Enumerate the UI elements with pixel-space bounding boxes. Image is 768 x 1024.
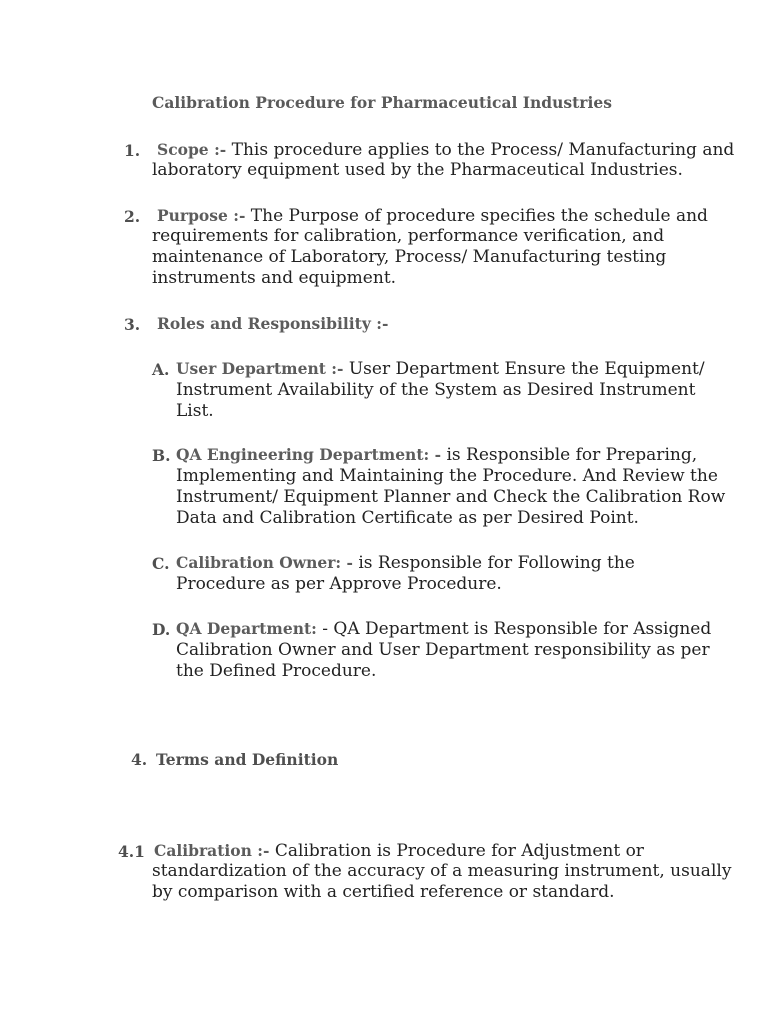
section-4-1-line-2: standardization of the accuracy of a measuring instrument, usually — [152, 861, 732, 881]
role-b-letter: B. — [152, 446, 171, 465]
section-1-line-2: laboratory equipment used by the Pharmaceutical Industries. — [152, 160, 683, 180]
role-c — [176, 552, 635, 595]
section-2-line-3: maintenance of Laboratory, Process/ Manufacturing testing — [152, 247, 667, 267]
role-a-line-2: Instrument Availability of the System as Desired Instrument — [176, 380, 696, 400]
role-c-line-2: Procedure as per Approve Procedure. — [176, 574, 502, 594]
role-d-line-2: Calibration Owner and User Department responsibility as per — [176, 640, 710, 660]
section-4-1-label: Calibration :- — [154, 841, 270, 860]
section-4-1-line-3: by comparison with a certified reference or standard. — [152, 882, 615, 902]
role-a-line-1: User Department Ensure the Equipment/ — [343, 359, 705, 379]
role-d — [176, 618, 711, 682]
section-4-label: Terms and Definition — [156, 750, 339, 769]
role-c-line-1: is Responsible for Following the — [352, 553, 635, 573]
role-b — [176, 444, 725, 529]
section-4-number: 4. — [131, 750, 148, 769]
section-2-line-2: requirements for calibration, performance verification, and — [152, 226, 665, 246]
role-c-label: Calibration Owner: - — [176, 553, 353, 572]
role-a-line-3: List. — [176, 401, 214, 421]
role-a-letter: A. — [152, 360, 170, 379]
role-b-line-4: Data and Calibration Certificate as per Desired Point. — [176, 508, 639, 528]
section-1-label: Scope :- — [157, 140, 227, 159]
section-1-scope — [157, 139, 734, 161]
role-b-line-3: Instrument/ Equipment Planner and Check the Calibration Row — [176, 487, 726, 507]
section-2-line-4: instruments and equipment. — [152, 268, 397, 288]
section-3-roles — [157, 313, 388, 335]
role-b-line-1: is Responsible for Preparing, — [441, 445, 698, 465]
section-1-line-1: This procedure applies to the Process/ Manufacturing and — [226, 140, 735, 160]
section-1-continued — [152, 160, 683, 181]
section-1-number: 1. — [124, 141, 141, 160]
role-a-label: User Department :- — [176, 359, 344, 378]
role-c-letter: C. — [152, 554, 170, 573]
section-2-number: 2. — [124, 207, 141, 226]
role-a — [176, 358, 705, 422]
section-2-purpose — [157, 205, 708, 227]
section-3-label: Roles and Responsibility :- — [157, 314, 389, 333]
section-2-label: Purpose :- — [157, 206, 246, 225]
section-4-1-line-1: Calibration is Procedure for Adjustment or — [269, 841, 644, 861]
role-d-label: QA Department: — [176, 619, 317, 638]
document-title: Calibration Procedure for Pharmaceutical Industries — [152, 93, 612, 112]
section-4-1-continued — [152, 861, 731, 903]
section-4-1-number: 4.1 — [118, 842, 145, 861]
section-2-line-1: The Purpose of procedure specifies the schedule and — [245, 206, 708, 226]
role-b-line-2: Implementing and Maintaining the Procedure. And Review the — [176, 466, 718, 486]
role-d-letter: D. — [152, 620, 171, 639]
role-d-line-1: - QA Department is Responsible for Assigned — [316, 619, 712, 639]
role-d-line-3: the Defined Procedure. — [176, 661, 377, 681]
section-4-1-calibration — [154, 840, 644, 862]
section-2-continued — [152, 226, 666, 289]
role-b-label: QA Engineering Department: - — [176, 445, 442, 464]
section-3-number: 3. — [124, 315, 141, 334]
